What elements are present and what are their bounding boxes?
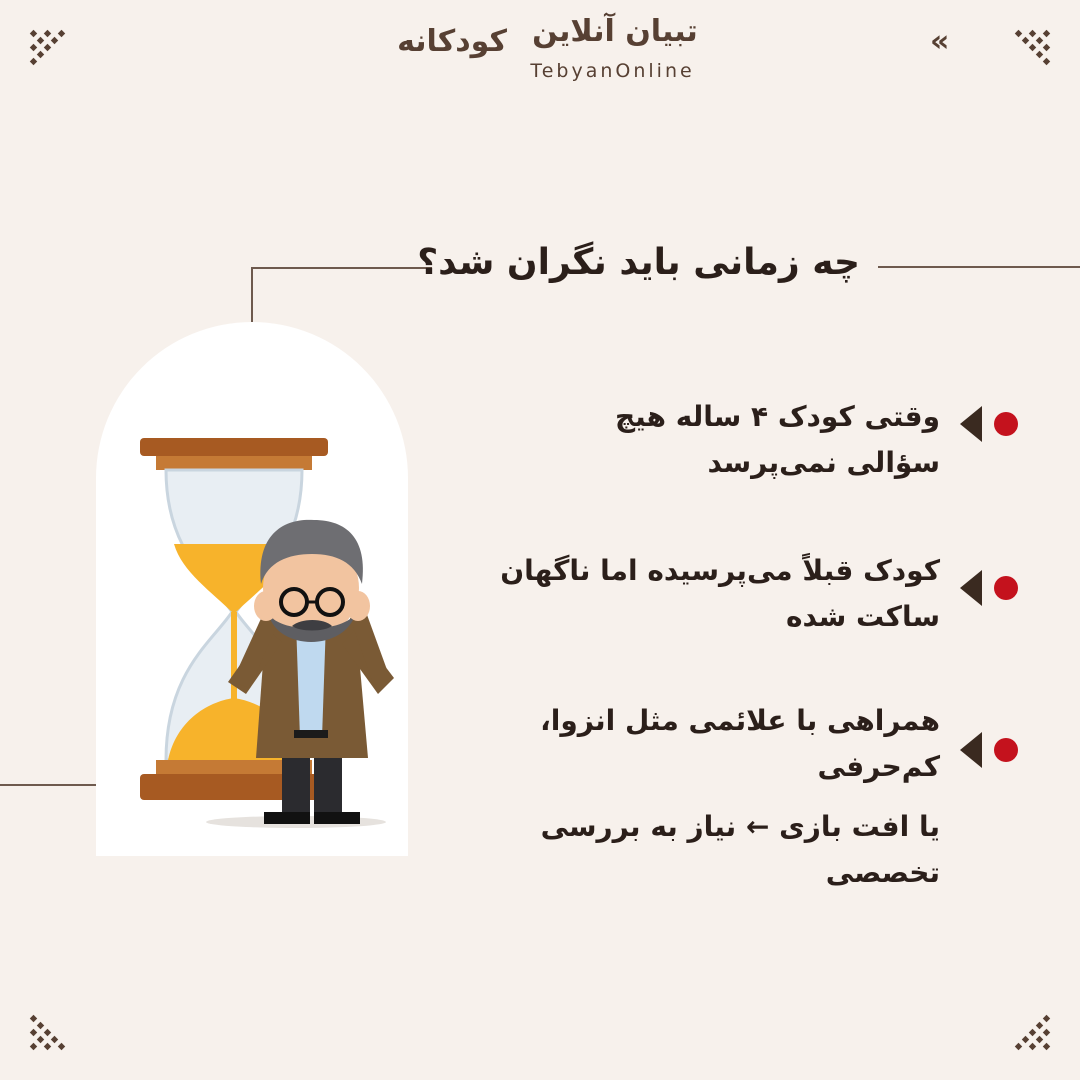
list-item	[420, 548, 940, 640]
list-item-text: کودک قبلاً می‌پرسیده اما ناگهان	[500, 554, 940, 587]
brand-logo-latin: TebyanOnline	[530, 60, 695, 82]
brand-logo-persian: تبیان آنلاین	[532, 14, 698, 49]
hourglass-worried-man-illustration	[96, 322, 408, 856]
corner-pattern-icon	[1015, 30, 1050, 65]
list-item	[420, 394, 940, 486]
divider-line	[251, 267, 253, 322]
corner-pattern-icon	[30, 1015, 65, 1050]
list-item-text: همراهی با علائمی مثل انزوا، کم‌حرفی	[540, 704, 940, 783]
bullet-dot-icon	[994, 412, 1018, 436]
corner-pattern-icon	[30, 30, 65, 65]
page-title: چه زمانی باید نگران شد؟	[417, 242, 860, 283]
arrow-left-icon	[960, 570, 982, 606]
list-item-text: سؤالی نمی‌پرسد	[707, 446, 940, 479]
illustration-frame	[96, 322, 408, 856]
corner-pattern-icon	[1015, 1015, 1050, 1050]
kids-section-logo: کودکانه	[397, 24, 507, 59]
divider-line	[0, 784, 96, 786]
arrow-left-icon	[960, 406, 982, 442]
list-item-text: وقتی کودک ۴ ساله هیچ	[614, 400, 940, 433]
list-item-text: یا افت بازی ← نیاز به بررسی تخصصی	[540, 810, 940, 889]
bullet-dot-icon	[994, 576, 1018, 600]
list-item-text: ساکت شده	[786, 600, 940, 633]
divider-line	[252, 267, 432, 269]
double-chevron-left-icon[interactable]: «	[930, 24, 950, 59]
bullet-dot-icon	[994, 738, 1018, 762]
divider-line	[878, 266, 1080, 268]
arrow-left-icon	[960, 732, 982, 768]
list-item	[420, 698, 940, 896]
